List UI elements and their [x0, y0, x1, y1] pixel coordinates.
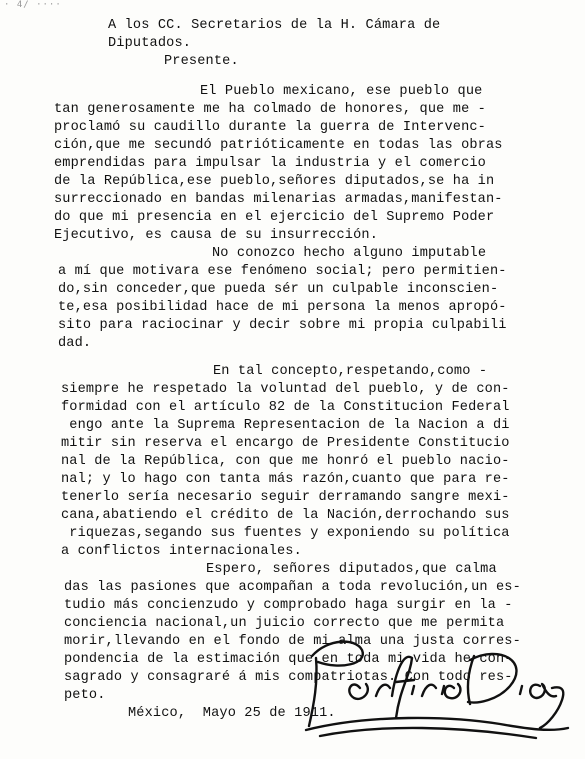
paragraph-4-line: das las pasiones que acompañan a toda revolución,un es-	[64, 580, 521, 595]
address-line: A los CC. Secretarios de la H. Cámara de	[108, 18, 441, 33]
paragraph-4-line: conciencia nacional,un juicio correcto que me permita	[64, 616, 505, 631]
paragraph-3-line: formidad con el artículo 82 de la Constitucion Federal	[61, 400, 510, 415]
paragraph-1-line: emprendidas para impulsar la industria y el comercio	[54, 156, 486, 171]
paragraph-4-line: pondencia de la estimación que en toda mi vida he con-	[64, 652, 513, 667]
date-line: México, Mayo 25 de 1911.	[128, 706, 336, 721]
paragraph-1-line: de la República,ese pueblo,señores diputados,se ha in	[54, 174, 495, 189]
paragraph-3-line: a conflictos internacionales.	[61, 544, 302, 559]
paragraph-2-line: sito para raciocinar y decir sobre mi propia culpabili	[58, 318, 507, 333]
paragraph-2-line: No conozco hecho alguno imputable	[212, 246, 487, 261]
paragraph-2-line: do,sin conceder,que pueda sér un culpable inconscien-	[58, 282, 499, 297]
paragraph-2-line: te,esa posibilidad hace de mi persona la menos apropó-	[58, 300, 507, 315]
paragraph-3-line: siempre he respetado la voluntad del pueblo, y de con-	[61, 382, 510, 397]
paragraph-1-line: ción,que me secundó patrióticamente en todas las obras	[54, 138, 503, 153]
paragraph-3-line: riquezas,segando sus fuentes y exponiendo su política	[61, 526, 510, 541]
paragraph-3-line: engo ante la Suprema Representacion de la Nacion a di	[61, 418, 510, 433]
paragraph-3-line: nal; y lo hago con tanta más razón,cuanto que para re-	[61, 472, 510, 487]
paragraph-3-line: tenerlo sería necesario seguir derramando sangre mexi-	[61, 490, 510, 505]
paragraph-2-line: a mí que motivara ese fenómeno social; pero permitien-	[58, 264, 507, 279]
handwritten-signature	[300, 630, 570, 745]
corner-mark: · 4/ ····	[4, 0, 62, 10]
paragraph-4-line: morir,llevando en el fondo de mi alma una justa corres-	[64, 634, 521, 649]
paragraph-3-line: cana,abatiendo el crédito de la Nación,derrochando sus	[61, 508, 510, 523]
salutation: Presente.	[164, 54, 239, 69]
paragraph-4-line: Espero, señores diputados,que calma	[206, 562, 497, 577]
paragraph-4-line: sagrado y consagraré á mis compatriotas. Con todo res-	[64, 670, 513, 685]
paragraph-1-line: proclamó su caudillo durante la guerra de Intervenc-	[54, 120, 486, 135]
paragraph-1-line: Ejecutivo, es causa de su insurrección.	[54, 228, 378, 243]
paragraph-3-line: mitir sin reserva el encargo de Presidente Constitucio	[61, 436, 510, 451]
paragraph-4-line: peto.	[64, 688, 106, 703]
paragraph-3-line: nal de la República, con que me honró el pueblo nacio-	[61, 454, 510, 469]
paragraph-3-line: En tal concepto,respetando,como -	[213, 364, 488, 379]
paragraph-4-line: tudio más concienzudo y comprobado haga surgir en la -	[64, 598, 513, 613]
paragraph-1-line: El Pueblo mexicano, ese pueblo que	[200, 84, 483, 99]
paragraph-2-line: dad.	[58, 336, 92, 351]
paragraph-1-line: do que mi presencia en el ejercicio del Supremo Poder	[54, 210, 495, 225]
address-line: Diputados.	[108, 36, 192, 51]
paragraph-1-line: surreccionado en bandas milenarias armadas,manifestan-	[54, 192, 503, 207]
paragraph-1-line: tan generosamente me ha colmado de honores, que me -	[54, 102, 486, 117]
